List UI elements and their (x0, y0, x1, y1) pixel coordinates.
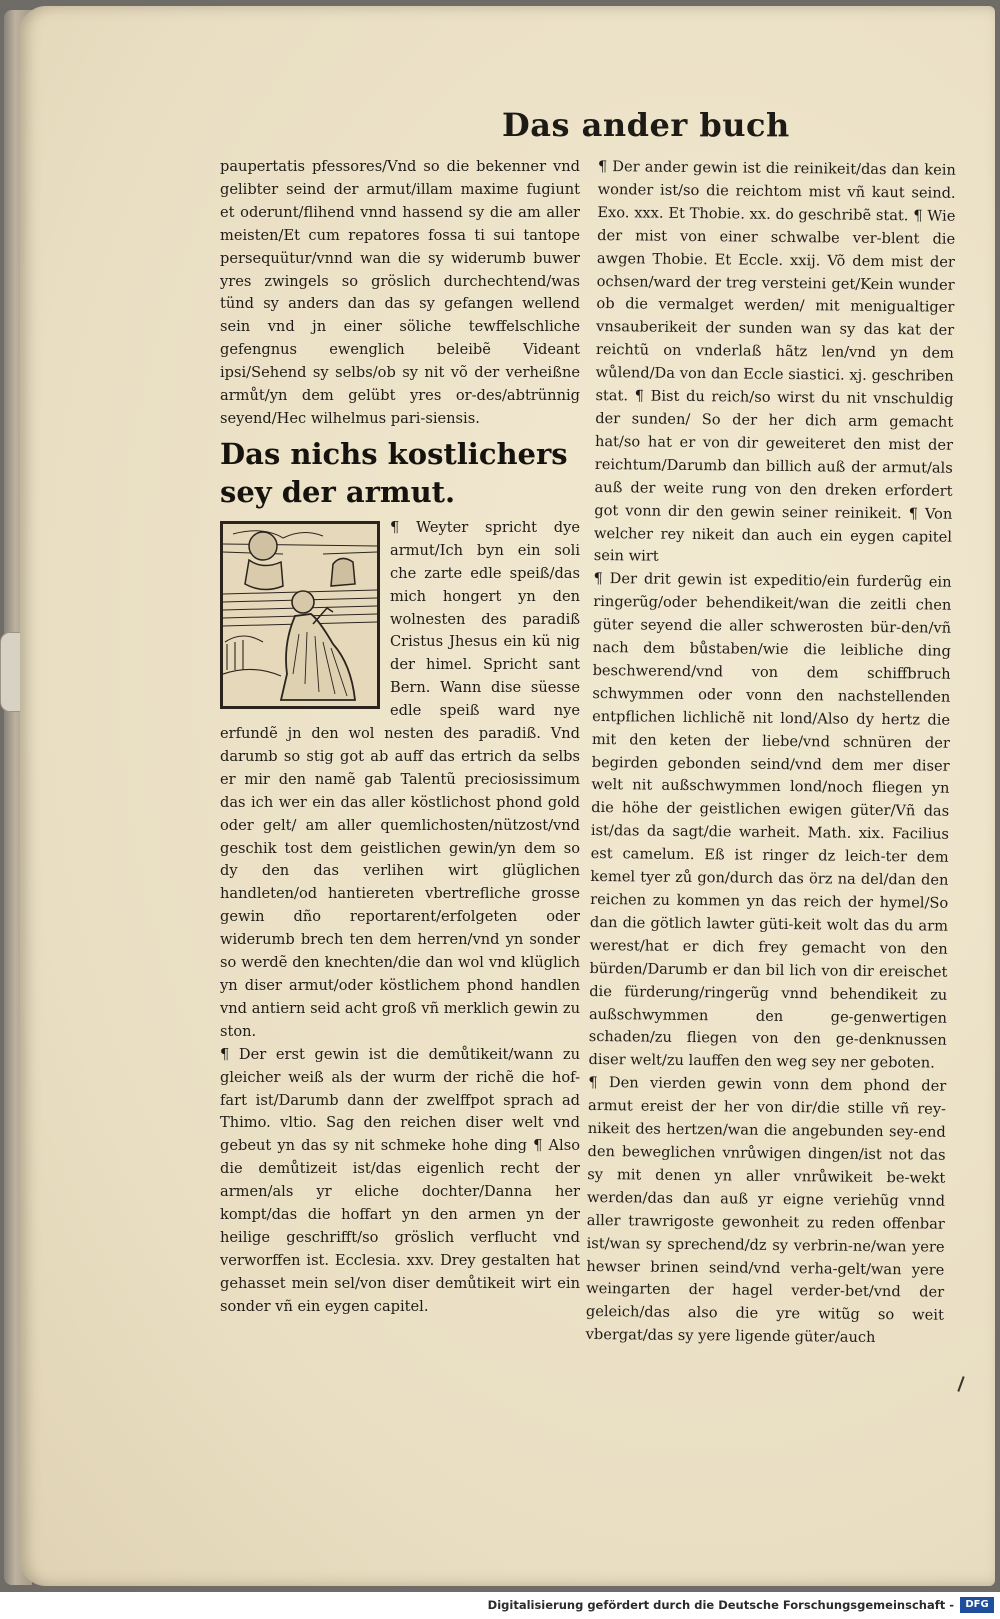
section-heading: Das nichs kostlichers sey der armut. (220, 436, 568, 509)
running-head: Das ander buch (502, 106, 790, 144)
digitization-footer (0, 1592, 1000, 1619)
woodcut-kneeling-figure-image (223, 524, 377, 706)
footer-credit-text: Digitalisierung gefördert durch die Deutsche Forschungsgemeinschaft - (487, 1598, 954, 1612)
book-page (20, 6, 995, 1586)
right-text-column (586, 156, 956, 1351)
left-paragraph-3: ¶ Der erst gewin ist die demůtikeit/wann zu gleicher weiß als der wurm der richẽ die hof-fart ist/Darumb dann der zwelffpot sprach ad Thimo. vltio. Sag den reichen diser welt vnd gebeut yn das sy nit schmeke hohe ding ¶ Also die demůtizeit ist/das eigenlich recht der armen/als yr eliche dochter/Danna her kompt/das die hoffart yn den armen yn der heilige geschrifft/so gröslich verflucht vnd verworffen ist. Ecclesia. xxv. Drey gestalten hat gehasset mein sel/von diser demůtikeit wirt ein sonder vñ ein eygen capitel. (220, 1045, 580, 1315)
left-paragraph-2: ¶ Weyter spricht dye armut/Ich byn ein soli che zarte edle speiß/das mich hongert yn den wolnesten des paradiß Cristus Jhesus ein kü nig der himel. Spricht sant Bern. Wann dise süesse edle speiß ward nye erfundẽ jn den wol nesten des paradiß. Vnd darumb so stig got ab auff das ertrich da selbs er mir den namẽ gab Talentũ preciosissimum das ich wer ein das aller köstlichost phond gold oder gelt/ am aller quemlichosten/nützost/vnd geschik tost dem geistlichen gewin/yn dem so dy den das verlihen wirt glüglichen handleten/od hantiereten vbertrefliche grosse gewin dño reportarent/erfolgeten oder widerumb brech ten dem herren/vnd yn sonder so werdẽ den knechten/die dan wol vnd klüglich yn diser armut/oder köstlichem phond handlen vnd antiern seid acht groß vñ merklich gewin zu ston. (220, 518, 580, 1040)
right-paragraph-3: ¶ Den vierden gewin vonn dem phond der armut ereist der her von dir/die stille vñ rey-nikeit des hertzen/wan die angebunden sey-end den beweglichen vnrůwigen dingen/ist not das sy mit denen yn aller vnrůwikeit be-wekt werden/das dan auß yr eigne veriehũg vnnd aller trawrigoste gewonheit zu reden offenbar ist/wan sy sprechend/dz sy verbrin-ne/wan yere hewser brinen seind/vnd verha-gelt/wan yere weingarten der hagel verder-bet/vnd der geleich/das also die yre witũg so weit vbergat/das sy yere ligende güter/auch (585, 1074, 947, 1347)
margin-pen-mark (957, 1376, 964, 1392)
left-text-column (220, 156, 580, 1319)
dfg-logo: DFG (960, 1597, 994, 1613)
right-paragraph-1: ¶ Der ander gewin ist die reinikeit/das dan kein wonder ist/so die reichtom mist vñ kaut seind. Exo. xxx. Et Thobie. xx. do geschribẽ stat. ¶ Wie der mist von einer schwalbe ver-blent die awgen Thobie. Et Eccle. xxij. Võ dem mist der ochsen/ward der treg versteini get/Kein wunder ob die vermalget werden/ mit menigualtiger vnsauberikeit der sunden wan sy das kat der reichtũ on vnderlaß hãtz len/vnd yn dem wůlend/Da von dan Eccle siastici. xj. geschriben stat. ¶ Bist du reich/so wirst du nit vnschuldig der sunden/ So der her dich arm gemacht hat/so hat er von dir geweiteret den mist der reichtum/Darumb dan billich auß der armut/als auß der weite rung von den dreken erfordert got vonn dir den gewin seiner reinikeit. ¶ Von welcher rey nikeit dan auch ein eygen capitel sein wirt (593, 157, 956, 566)
woodcut-illustration (220, 521, 380, 709)
right-paragraph-2: ¶ Der drit gewin ist expeditio/ein furderũg ein ringerũg/oder behendikeit/wan die zeitli chen güter seyend die aller schwerosten bür-den/vñ nach dem bůstaben/wie die leibliche ding beschwerend/vnd von dem schiffbruch schwymmen oder vonn den nachstellenden entpflichen lichlichẽ nit lond/Also dy hertz die mit den keten der liebe/vnd schnüren der begirden gebonden seind/vnd dem mer diser welt nit außschwymmen lond/noch fliegen yn die höhe der geistlichen ewigen güter/Vñ das ist/das da sagt/die warheit. Math. xix. Facilius est camelum. Eß ist ringer dz leich-ter dem kemel tyer zů gon/durch das örz na del/dan den reichen zu kommen yn das reich der hymel/So dan die götlich lawter güti-keit wolt das du arm werest/hat er dich frey gemacht von den bürden/Darumb er dan bil lich von dir ereischet die fürderung/ringerũg vnnd behendikeit zu außschwymmen den ge-genwertigen schaden/zu fliegen von den ge-denknussen diser welt/zu lauffen den weg sey ner geboten. (588, 570, 952, 1072)
left-paragraph-1: paupertatis pfessores/Vnd so die bekenner vnd gelibter seind der armut/illam maxime fugiunt et oderunt/flihend vnnd hassend sy die am aller meisten/Et cum repatores fossa ti sui tantope persequütur/vnnd wan die sy widerumb buwer yres zwingels so gröslich durchechtend/was tünd sy anders dan das sy gefangen wellend sein vnd jn einer söliche tewffelschliche gefengnus ewenglich beleibẽ Videant ipsi/Sehend sy selbs/ob sy nit võ der verheißne armůt/yn dem gelübt yres or-des/abtrünnig seyend/Hec wilhelmus pari-siensis. (220, 158, 580, 427)
